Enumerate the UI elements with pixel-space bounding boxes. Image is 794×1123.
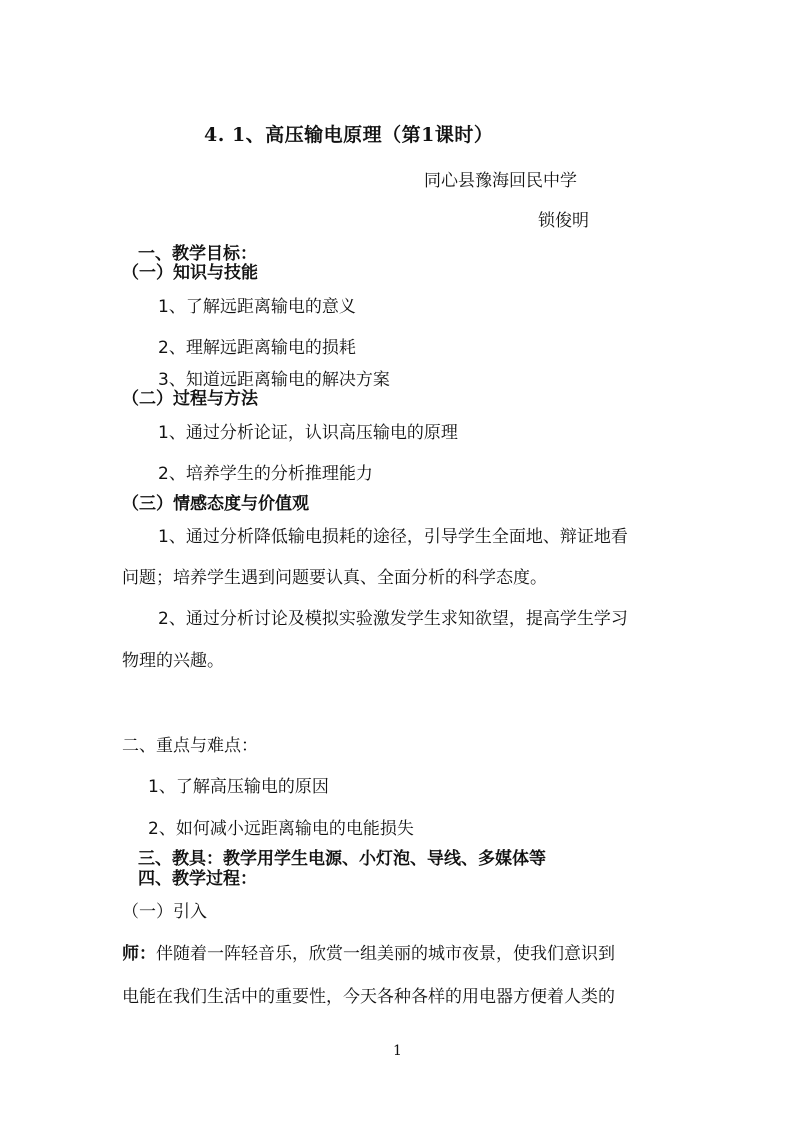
teacher-text: 伴随着一阵轻音乐，欣赏一组美丽的城市夜景，使我们意识到 [156, 944, 615, 964]
school-name: 同心县豫海回民中学 [424, 171, 577, 191]
section1-sub2-heading: （二）过程与方法 [122, 389, 258, 409]
paragraph-line: 物理的兴趣。 [122, 651, 224, 671]
list-item: 2、理解远距离输电的损耗 [158, 338, 356, 358]
list-item: 2、如何减小远距离输电的电能损失 [148, 819, 414, 839]
page-title: 4. 1、高压输电原理（第1课时） [204, 124, 494, 146]
author-name: 锁俊明 [538, 211, 589, 231]
paragraph-line: 2、通过分析讨论及模拟实验激发学生求知欲望，提高学生学习 [158, 609, 628, 629]
paragraph-line: 电能在我们生活中的重要性，今天各种各样的用电器方便着人类的 [122, 987, 615, 1007]
page-number: 1 [393, 1043, 402, 1059]
list-item: 1、通过分析论证，认识高压输电的原理 [158, 423, 458, 443]
section3-line: 三、教具：教学用学生电源、小灯泡、导线、多媒体等 [138, 849, 546, 869]
list-item: 1、了解高压输电的原因 [148, 777, 329, 797]
teacher-label: 师： [122, 944, 156, 964]
section1-sub3-heading: （三）情感态度与价值观 [122, 494, 309, 514]
section2-heading: 二、重点与难点： [122, 736, 258, 756]
section4-sub1-heading: （一）引入 [122, 902, 207, 922]
section1-heading: 一、教学目标： [138, 244, 257, 264]
section1-sub1-heading: （一）知识与技能 [122, 263, 258, 283]
teacher-paragraph-line [122, 943, 615, 965]
list-item: 2、培养学生的分析推理能力 [158, 464, 373, 484]
list-item: 1、了解远距离输电的意义 [158, 297, 356, 317]
section4-heading: 四、教学过程： [138, 869, 257, 889]
paragraph-line: 问题；培养学生遇到问题要认真、全面分析的科学态度。 [122, 568, 547, 588]
list-item: 3、知道远距离输电的解决方案 [158, 370, 390, 390]
paragraph-line: 1、通过分析降低输电损耗的途径，引导学生全面地、辩证地看 [158, 527, 628, 547]
